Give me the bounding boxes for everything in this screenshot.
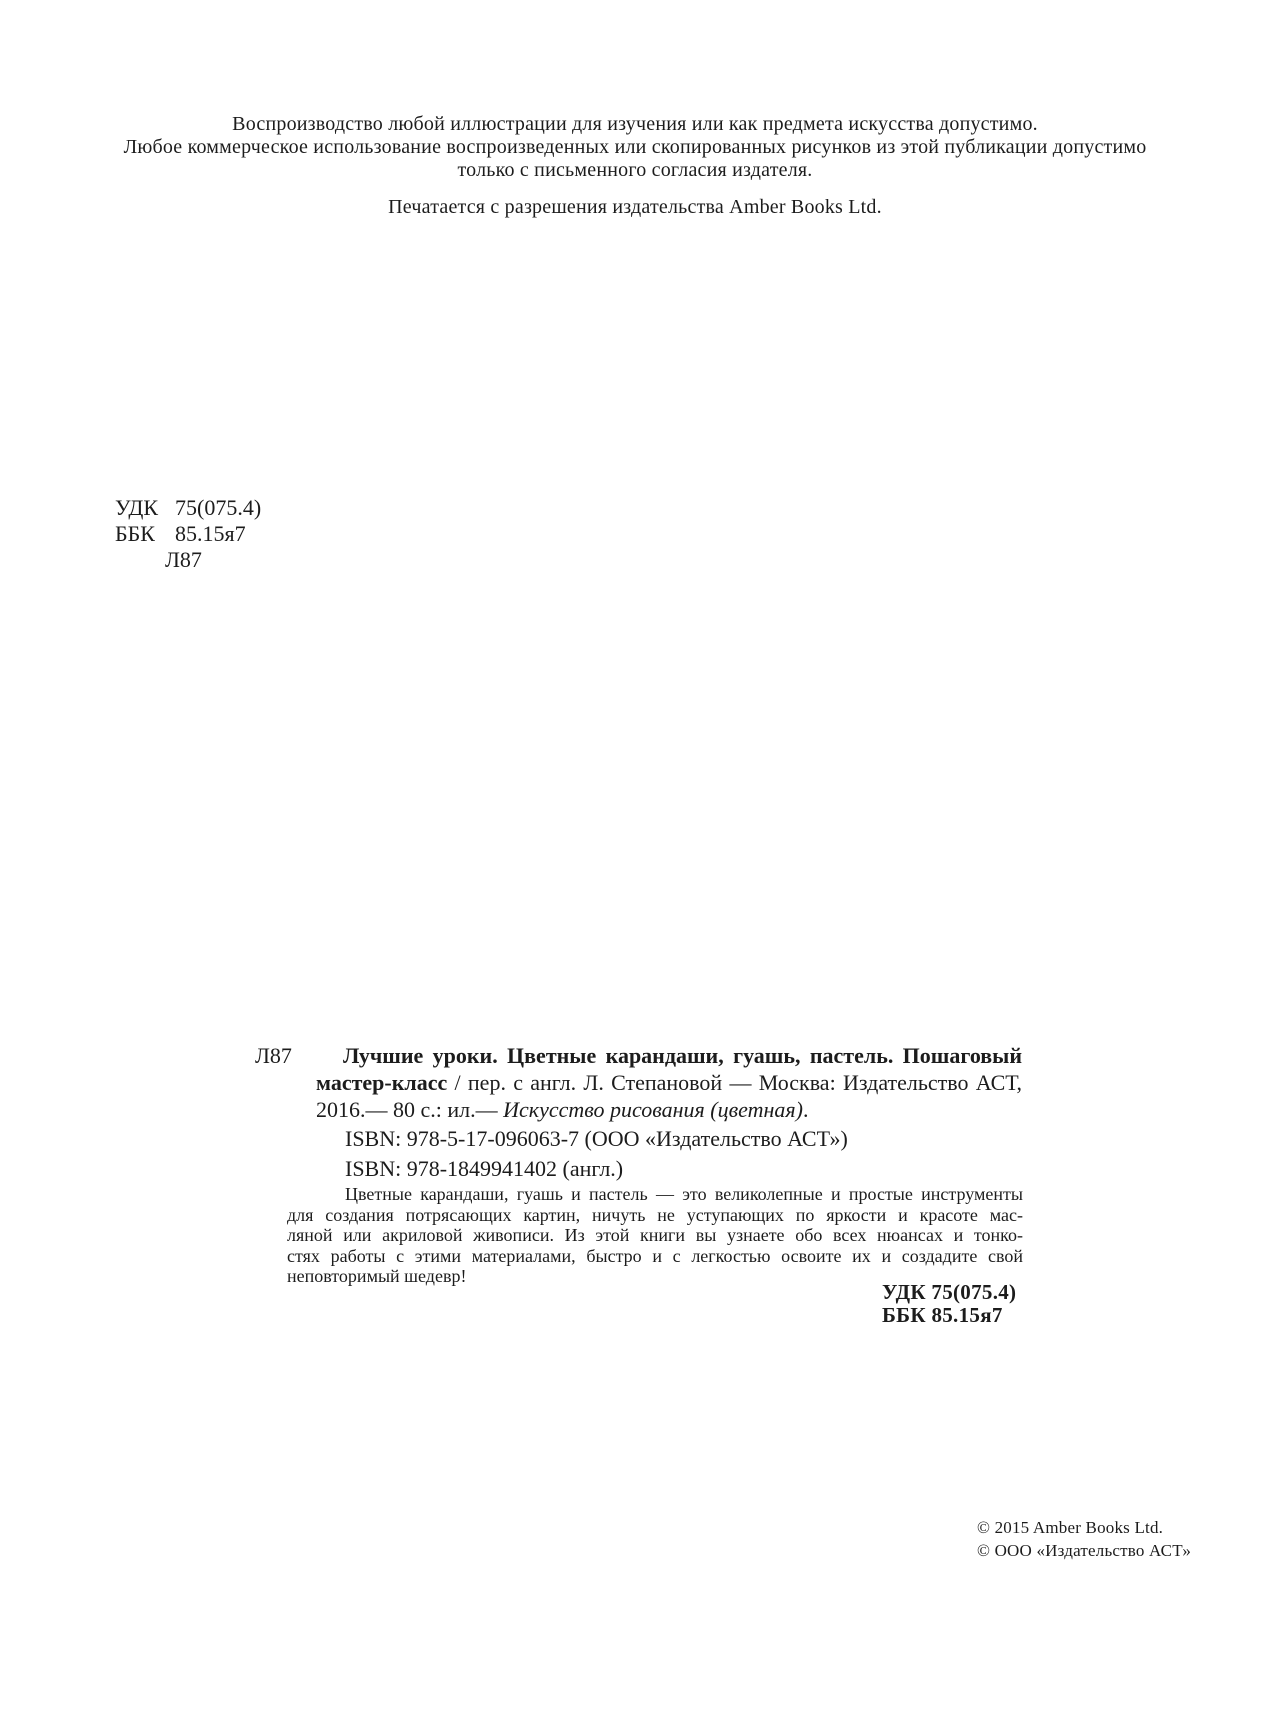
copyright-line-1: © 2015 Amber Books Ltd. [977,1518,1164,1537]
udk-bottom: УДК 75(075.4) [882,1280,1017,1304]
author-sign: Л87 [165,547,202,572]
notice-line-3: только с письменного согласия издателя. [457,159,813,181]
notice-line-2: Любое коммерческое использование воспроизведенных или скопированных рисунков из этой публикации допустимо [123,136,1147,158]
bbk-value: 85.15я7 [175,521,246,546]
annotation-line-3: ляной или акриловой живописи. Из этой книги вы узнаете обо всех нюансах и тонко- [287,1225,1023,1245]
biblio-imprint: / пер. с англ. Л. Степановой — Москва: Издательство АСТ, [447,1070,1022,1095]
udk-label: УДК [115,495,159,520]
biblio-period: . [803,1097,809,1122]
classification-block-top [115,495,261,573]
annotation-line-1: Цветные карандаши, гуашь и пастель — это великолепные и простые инструменты [345,1184,1023,1204]
biblio-series: Искусство рисования (цветная) [503,1097,803,1122]
copyright-block [977,1516,1191,1562]
udk-row [115,495,261,521]
catalog-card [255,1042,1025,1287]
biblio-line-2 [316,1069,1022,1096]
notice-line-1: Воспроизводство любой иллюстрации для изучения или как предмета искусства допустимо. [232,113,1038,135]
isbn-block [345,1124,1025,1184]
isbn-line-2: ISBN: 978-1849941402 (англ.) [345,1156,624,1181]
udk-value: 75(075.4) [175,495,262,520]
biblio-line-1 [316,1042,1022,1069]
reproduction-notice [0,113,1270,182]
author-sign-row [115,547,261,573]
biblio-title-part-1: Лучшие уроки. Цветные карандаши, гуашь, пастель. Пошаговый [343,1043,1022,1068]
bibliographic-description [316,1042,1022,1123]
bbk-label: ББК [115,521,155,546]
isbn-line-1: ISBN: 978-5-17-096063-7 (ООО «Издательство АСТ») [345,1126,848,1151]
biblio-title-part-2: мастер-класс [316,1070,448,1095]
annotation-line-2: для создания потрясающих картин, ничуть не уступающих по яркости и красоте мас- [287,1204,1023,1225]
bbk-row [115,521,261,547]
classification-block-bottom [882,1281,1016,1327]
biblio-collation: 2016.— 80 с.: ил.— [316,1097,504,1122]
annotation-line-4: стях работы с этими материалами, быстро и с легкостью освоите их и создадите свой [287,1245,1023,1266]
annotation-line-5: неповторимый шедевр! [287,1266,467,1286]
permission-line: Печатается с разрешения издательства Amber Books Ltd. [388,196,882,218]
copyright-line-2: © ООО «Издательство АСТ» [977,1541,1192,1560]
card-author-sign: Л87 [255,1043,292,1068]
biblio-line-3 [316,1096,1022,1123]
annotation [287,1184,1023,1287]
bbk-bottom: ББК 85.15я7 [882,1303,1003,1327]
